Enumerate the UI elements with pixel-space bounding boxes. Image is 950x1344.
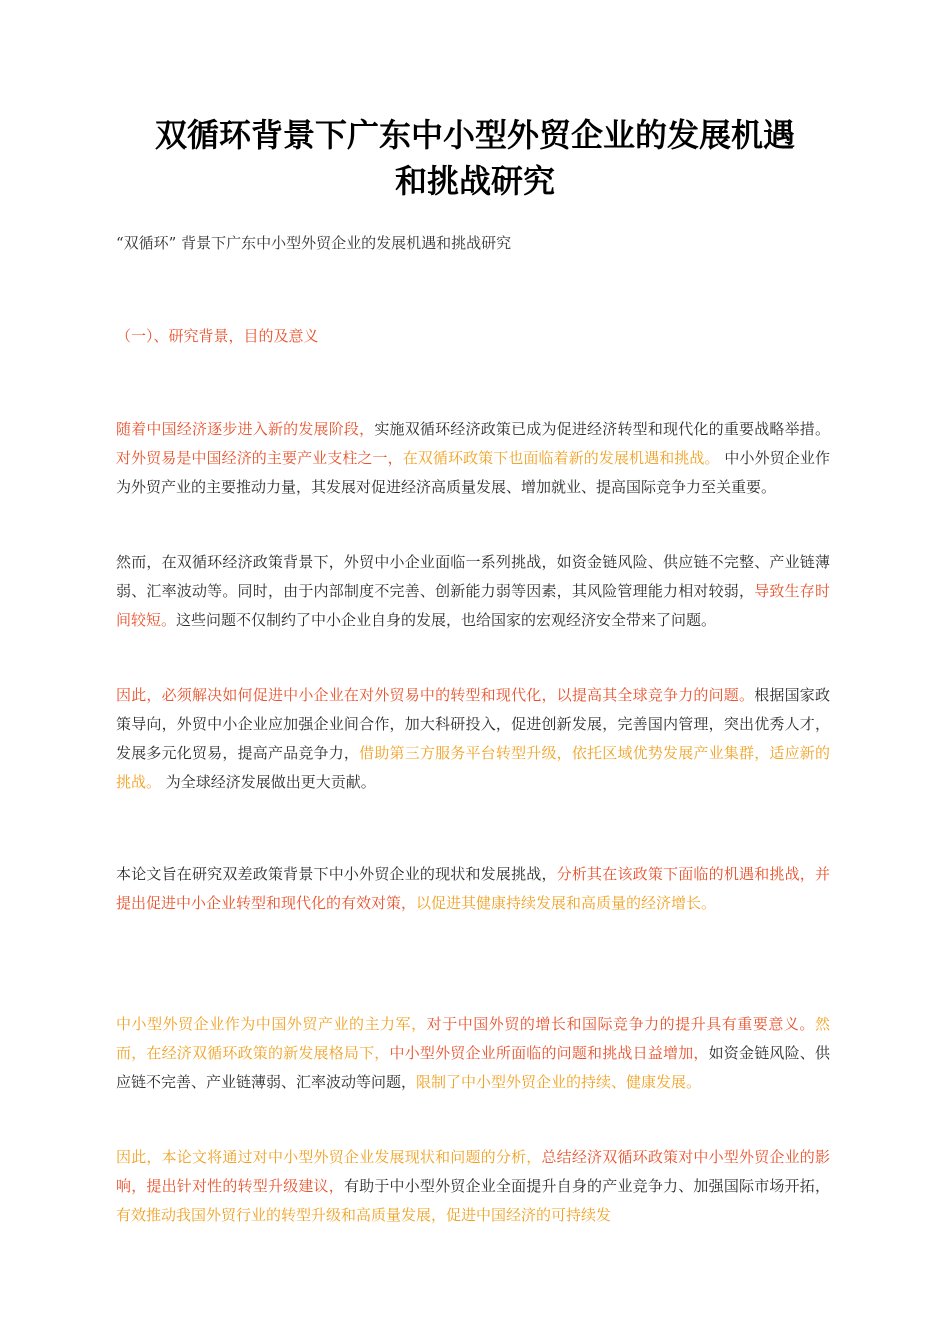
p6-highlight-1: 因此，本论文将通过对中小型外贸企业发展现状和问题的分析， <box>116 1148 542 1166</box>
title-line-1: 双循环背景下广东中小型外贸企业的发展机遇 <box>154 116 795 154</box>
p6-highlight-2: 总结经济双循环政策对中小型外贸企业的影响，提出针对性的转型升级建议， <box>116 1148 830 1195</box>
p4-text-1: 本论文旨在研究双差政策背景下中小外贸企业的现状和发展挑战， <box>116 865 557 883</box>
document-subtitle: “双循环” 背景下广东中小型外贸企业的发展机遇和挑战研究 <box>116 234 512 252</box>
p5-highlight-4: 中小型外贸企业所面临的问题和挑战日益增加， <box>389 1044 709 1062</box>
p2-highlight-1: 导致生存时间较短。 <box>116 582 830 629</box>
paragraph-6 <box>116 1143 830 1230</box>
p1-text-1: 实施双循环经济政策已成为促进经济转型和现代化的重要战略举措。 <box>374 420 830 438</box>
p1-highlight-3: 在双循环政策下也面临着新的发展机遇和挑战。 <box>402 449 720 467</box>
p4-highlight-2: 以促进其健康持续发展和高质量的经济增长。 <box>416 894 717 912</box>
paragraph-5 <box>116 1010 830 1097</box>
p6-highlight-3: 有效推动我国外贸行业的转型升级和高质量发展，促进中国经济的可持续发 <box>116 1206 612 1224</box>
document-title <box>100 112 850 204</box>
p5-highlight-2: 对于中国外贸的增长和国际竞争力的提升具有重要意义。 <box>426 1015 815 1033</box>
paragraph-1 <box>116 415 830 502</box>
section-heading: （一）、研究背景，目的及意义 <box>116 327 319 345</box>
p1-highlight-1: 随着中国经济逐步进入新的发展阶段， <box>116 420 375 438</box>
p5-highlight-3: 然而，在经济双循环政策的新发展格局下， <box>116 1015 830 1062</box>
paragraph-2 <box>116 548 830 635</box>
p2-text-2: 这些问题不仅制约了中小企业自身的发展，也给国家的宏观经济安全带来了问题。 <box>176 611 717 629</box>
p3-text-2: 为全球经济发展做出更大贡献。 <box>161 773 376 791</box>
paragraph-4 <box>116 860 830 918</box>
p3-highlight-2: 借助第三方服务平台转型升级，依托区域优势发展产业集群，适应新的挑战。 <box>116 744 830 791</box>
p4-highlight-1: 分析其在该政策下面临的机遇和挑战，并提出促进中小企业转型和现代化的有效对策， <box>116 865 830 912</box>
p6-text-1: 有助于中小型外贸企业全面提升自身的产业竞争力、加强国际市场开拓， <box>343 1177 830 1195</box>
p3-text-1: 根据国家政策导向，外贸中小企业应加强企业间合作，加大科研投入，促进创新发展，完善国内管理，突出优秀人才，发展多元化贸易，提高产品竞争力， <box>116 686 830 762</box>
p5-highlight-5: 限制了中小型外贸企业的持续、健康发展。 <box>416 1073 702 1091</box>
p5-highlight-1: 中小型外贸企业作为中国外贸产业的主力军， <box>116 1015 427 1033</box>
p1-highlight-2: 对外贸易是中国经济的主要产业支柱之一， <box>116 449 403 467</box>
p5-text-1: 如资金链风险、供应链不完善、产业链薄弱、汇率波动等问题， <box>116 1044 830 1091</box>
p1-text-2: 中小外贸企业作为外贸产业的主要推动力量，其发展对促进经济高质量发展、增加就业、提高国际竞争力至关重要。 <box>116 449 830 496</box>
p2-text-1: 然而，在双循环经济政策背景下，外贸中小企业面临一系列挑战，如资金链风险、供应链不完整、产业链薄弱、汇率波动等。同时，由于内部制度不完善、创新能力弱等因素，其风险管理能力相对较弱， <box>116 553 830 600</box>
title-line-2: 和挑战研究 <box>394 162 555 200</box>
paragraph-3 <box>116 681 830 797</box>
p3-highlight-1: 因此，必须解决如何促进中小企业在对外贸易中的转型和现代化，以提高其全球竞争力的问题。 <box>116 686 755 704</box>
